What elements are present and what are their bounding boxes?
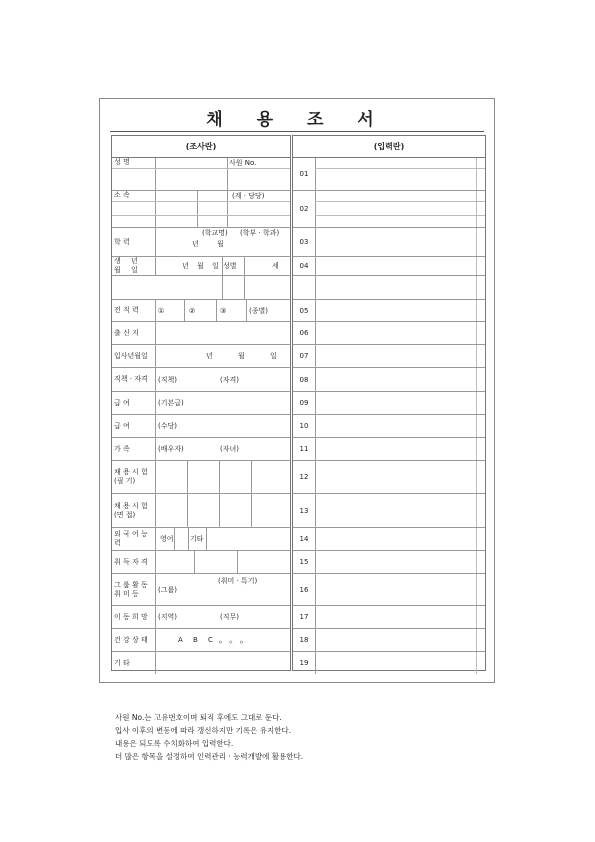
hobby-label: (취미 · 특기) <box>218 577 258 585</box>
row-number: 05 <box>293 300 316 321</box>
activity-label: 그 룹 활 동 취 미 등 <box>112 574 156 605</box>
allowance-label: 급 여 <box>112 415 156 437</box>
english-label: 영어 <box>160 535 174 543</box>
qualification-value: (자격) <box>220 375 239 384</box>
row-number: 04 <box>293 257 316 275</box>
children-label: (자녀) <box>220 445 239 453</box>
career-2: ② <box>189 306 196 315</box>
school-label: (학교명) <box>202 229 228 237</box>
interview-label: 채 용 시 험 (면 접) <box>112 494 156 527</box>
position-label: 직책 · 자격 <box>112 368 156 391</box>
birth-label: 생 년 월 일 <box>112 257 156 275</box>
row-number: 19 <box>293 652 316 674</box>
survey-panel-header: (조사란) <box>112 136 290 158</box>
language-label: 외 국 어 능 력 <box>112 528 156 550</box>
input-row <box>293 629 485 652</box>
input-row <box>293 257 485 276</box>
certification-row <box>112 551 290 574</box>
hometown-row <box>112 322 290 345</box>
input-rows <box>293 158 485 674</box>
input-row <box>293 276 485 300</box>
graduation-date: 년 월 <box>192 240 232 248</box>
note-line: 더 많은 항목을 설정하여 인력관리 · 능력개발에 활용한다. <box>115 752 304 761</box>
name-label: 성 명 <box>112 158 156 190</box>
birth-extra-row <box>112 276 290 300</box>
input-panel <box>292 135 486 671</box>
health-label: 건 강 상 태 <box>112 629 156 651</box>
major-label: (학부 · 학과) <box>240 229 280 237</box>
age-label: 세 <box>272 262 279 270</box>
family-row <box>112 438 290 461</box>
allowance-row <box>112 415 290 438</box>
row-number: 03 <box>293 228 316 256</box>
hire-day: 일 <box>270 352 277 360</box>
written-test-row <box>112 461 290 494</box>
career-1: ① <box>158 306 165 315</box>
interview-row <box>112 494 290 528</box>
health-row <box>112 629 290 652</box>
career-type: (종별) <box>249 306 268 315</box>
note-line: 사원 No.는 고유번호이며 퇴직 후에도 그대로 둔다. <box>115 713 282 722</box>
position-row <box>112 368 290 392</box>
birth-date: 년 월 일 <box>182 262 222 270</box>
note-line: 입사 이후의 변동에 따라 갱신하지만 기록은 유지한다. <box>115 726 292 735</box>
name-row <box>112 158 290 191</box>
row-number: 13 <box>293 494 316 527</box>
row-number: 02 <box>293 191 316 227</box>
hire-date-row <box>112 345 290 368</box>
department-row <box>112 191 290 228</box>
hometown-label: 출 신 지 <box>112 322 156 344</box>
row-number <box>293 276 316 299</box>
input-row <box>293 461 485 494</box>
row-number: 01 <box>293 158 316 190</box>
career-label: 전 직 력 <box>112 300 156 321</box>
input-row <box>293 438 485 461</box>
row-number: 17 <box>293 606 316 628</box>
input-row <box>293 494 485 528</box>
hire-year: 년 <box>206 352 213 360</box>
career-3: ③ <box>220 306 227 315</box>
salary-row <box>112 392 290 415</box>
input-row <box>293 551 485 574</box>
row-number: 10 <box>293 415 316 437</box>
spouse-label: (배우자) <box>158 445 184 453</box>
row-number: 06 <box>293 322 316 344</box>
allowance-value: (수당) <box>158 422 177 430</box>
certification-label: 취 득 자 격 <box>112 551 156 573</box>
hire-month: 월 <box>238 352 245 360</box>
activity-row <box>112 574 290 606</box>
transfer-row <box>112 606 290 629</box>
input-row <box>293 322 485 345</box>
document-title: 채 용 조 서 <box>206 110 388 130</box>
row-number: 18 <box>293 629 316 651</box>
row-number: 16 <box>293 574 316 605</box>
input-row <box>293 368 485 392</box>
note-line: 내용은 되도록 수치화하여 입력한다. <box>115 739 234 748</box>
team-label: (계 · 당당) <box>232 192 265 200</box>
salary-label: 급 여 <box>112 392 156 414</box>
health-grades: A B C <box>178 636 217 644</box>
birth-row <box>112 257 290 276</box>
input-panel-header: (입력란) <box>293 136 485 158</box>
row-number: 07 <box>293 345 316 367</box>
written-test-label: 채 용 시 험 (필 기) <box>112 461 156 493</box>
input-row <box>293 415 485 438</box>
career-row <box>112 300 290 322</box>
hire-date-label: 입사년월일 <box>112 345 156 367</box>
base-salary: (기본급) <box>158 399 184 407</box>
position-value: (직책) <box>158 375 177 384</box>
gender-label: 성별 <box>223 262 237 270</box>
row-number: 14 <box>293 528 316 550</box>
other-label: 기 타 <box>112 652 156 674</box>
row-number: 09 <box>293 392 316 414</box>
title-underline <box>110 131 484 132</box>
family-label: 가 족 <box>112 438 156 460</box>
group-label: (그룹) <box>158 585 177 594</box>
duty-label: (직무) <box>220 613 239 621</box>
education-label: 학 력 <box>112 228 156 256</box>
input-row <box>293 652 485 674</box>
row-number: 11 <box>293 438 316 460</box>
survey-panel <box>111 135 291 671</box>
notes-section <box>115 711 303 763</box>
employee-no-label: 사원 No. <box>229 159 257 167</box>
input-row <box>293 158 485 191</box>
document-frame <box>99 98 495 683</box>
input-row <box>293 392 485 415</box>
row-number: 15 <box>293 551 316 573</box>
language-row <box>112 528 290 551</box>
transfer-label: 이 동 희 망 <box>112 606 156 628</box>
health-marks: ㅇ ㅇ ㅇ <box>218 639 246 646</box>
other-language-label: 기타 <box>190 535 204 543</box>
input-row <box>293 606 485 629</box>
input-row <box>293 228 485 257</box>
row-number: 08 <box>293 368 316 391</box>
input-row <box>293 191 485 228</box>
row-number: 12 <box>293 461 316 493</box>
other-row <box>112 652 290 674</box>
department-label: 소 속 <box>112 191 156 227</box>
input-row <box>293 300 485 322</box>
input-row <box>293 528 485 551</box>
input-row <box>293 345 485 368</box>
education-row <box>112 228 290 257</box>
input-row <box>293 574 485 606</box>
region-label: (지역) <box>158 613 177 621</box>
